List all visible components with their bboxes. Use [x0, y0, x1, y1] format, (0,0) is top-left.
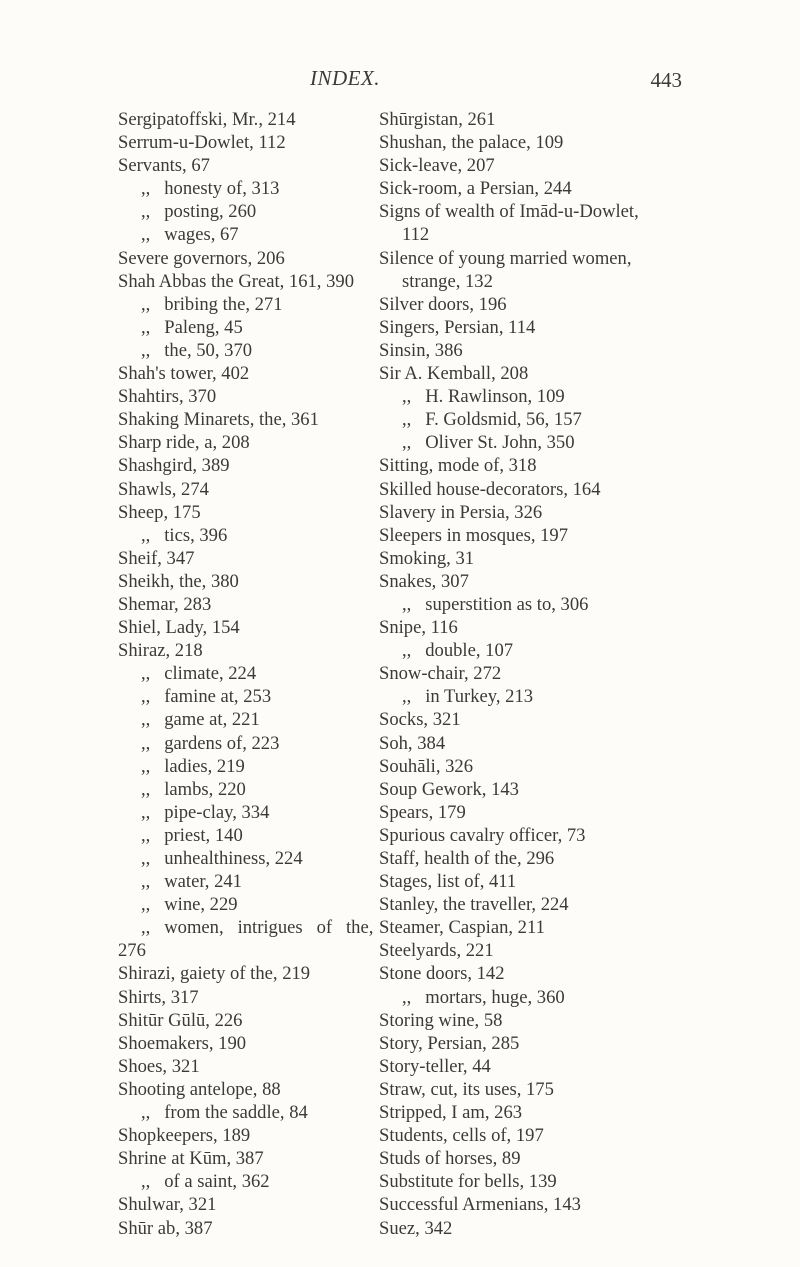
index-entry: Soh, 384 [379, 732, 446, 754]
index-entry: Souhāli, 326 [379, 755, 474, 777]
index-entry: Stanley, the traveller, 224 [379, 894, 569, 916]
index-entry: Shawls, 274 [118, 478, 209, 500]
index-entry: Students, cells of, 197 [379, 1125, 544, 1147]
index-entry: ,, superstition as to, 306 [402, 593, 589, 615]
index-entry: Shiel, Lady, 154 [118, 617, 240, 639]
index-entry: Stripped, I am, 263 [379, 1102, 523, 1124]
index-entry: Sleepers in mosques, 197 [379, 524, 569, 546]
index-entry: ,, honesty of, 313 [141, 178, 280, 200]
index-entry: Story-teller, 44 [379, 1055, 491, 1077]
index-entry: Shūr ab, 387 [118, 1217, 213, 1239]
index-entry: Singers, Persian, 114 [379, 316, 536, 338]
index-entry: Sick-room, a Persian, 244 [379, 178, 572, 200]
index-entry: Severe governors, 206 [118, 247, 285, 269]
index-entry: Shiraz, 218 [118, 640, 203, 662]
index-entry: Soup Gework, 143 [379, 778, 519, 800]
index-entry: ,, unhealthiness, 224 [141, 848, 303, 869]
index-entry: ,, pipe-clay, 334 [141, 801, 270, 823]
index-entry: Spurious cavalry officer, 73 [379, 824, 586, 846]
index-entry: Sheep, 175 [118, 501, 201, 523]
index-entry: ,, game at, 221 [141, 709, 260, 731]
index-entry: ,, lambs, 220 [141, 778, 246, 800]
index-entry: Servants, 67 [118, 155, 210, 177]
page-number: 443 [650, 68, 682, 92]
index-column-left [118, 108, 418, 1240]
index-entry: Stages, list of, 411 [379, 871, 517, 893]
index-entry: Steelyards, 221 [379, 940, 494, 962]
index-entry: Shaking Minarets, the, 361 [118, 409, 319, 431]
index-entry: Shemar, 283 [118, 593, 212, 615]
index-entry: Successful Armenians, 143 [379, 1194, 581, 1216]
index-entry: ,, of a saint, 362 [141, 1171, 270, 1193]
index-entry: ,, bribing the, 271 [141, 293, 283, 315]
index-entry: Story, Persian, 285 [379, 1032, 520, 1054]
index-entry: Sergipatoffski, Mr., 214 [118, 109, 296, 130]
index-entry: ,, posting, 260 [141, 201, 257, 223]
index-entry: ,, mortars, huge, 360 [402, 986, 565, 1008]
index-entry: Shoemakers, 190 [118, 1032, 247, 1054]
index-entry: Smoking, 31 [379, 547, 475, 569]
index-entry: Shrine at Kūm, 387 [118, 1148, 264, 1170]
index-entry: ,, climate, 224 [141, 663, 257, 685]
index-entry: Silver doors, 196 [379, 293, 507, 315]
index-entry: Shah Abbas the Great, 161, 390 [118, 270, 354, 292]
index-entry: strange, 132 [402, 270, 493, 292]
index-column-right [379, 108, 719, 1240]
index-entry: ,, F. Goldsmid, 56, 157 [402, 409, 582, 431]
index-entry: Signs of wealth of Imād-u-Dowlet, [379, 201, 639, 223]
index-entry: Socks, 321 [379, 709, 461, 731]
index-entry: 276 [118, 940, 146, 962]
index-entry: ,, tics, 396 [141, 524, 228, 546]
index-entry: Stone doors, 142 [379, 963, 505, 985]
index-entry: ,, in Turkey, 213 [402, 686, 534, 708]
index-entry: ,, H. Rawlinson, 109 [402, 386, 565, 408]
index-entry: Storing wine, 58 [379, 1009, 503, 1031]
index-entry: Skilled house-decorators, 164 [379, 478, 601, 500]
index-entry: Straw, cut, its uses, 175 [379, 1078, 554, 1100]
index-entry: Shulwar, 321 [118, 1194, 217, 1216]
index-entry: ,, priest, 140 [141, 824, 243, 846]
index-entry: Shashgird, 389 [118, 455, 230, 477]
index-entry: Sinsin, 386 [379, 339, 463, 361]
index-entry: ,, wine, 229 [141, 894, 238, 916]
index-entry: Shooting antelope, 88 [118, 1078, 281, 1100]
index-entry: Snow-chair, 272 [379, 663, 502, 685]
index-entry: Studs of horses, 89 [379, 1148, 521, 1170]
index-entry: Snipe, 116 [379, 617, 458, 639]
index-entry: Sir A. Kemball, 208 [379, 363, 529, 385]
index-entry [118, 916, 400, 939]
index-entry: Shoes, 321 [118, 1055, 200, 1077]
index-entry: Sheikh, the, 380 [118, 570, 239, 592]
index-entry: Slavery in Persia, 326 [379, 501, 543, 523]
index-entry: Shitūr Gūlū, 226 [118, 1009, 243, 1031]
index-entry: 112 [402, 224, 430, 246]
index-entry: Shahtirs, 370 [118, 386, 217, 408]
index-entry: Shah's tower, 402 [118, 363, 250, 385]
index-entry: ,, from the saddle, 84 [141, 1102, 308, 1124]
index-entry: ,, water, 241 [141, 871, 242, 893]
index-entry: Serrum-u-Dowlet, 112 [118, 132, 286, 154]
index-entry: Spears, 179 [379, 801, 466, 823]
index-entry-text: ,, women, intrigues of the, [141, 917, 374, 939]
index-entry: Substitute for bells, 139 [379, 1171, 557, 1193]
index-entry: ,, famine at, 253 [141, 686, 272, 708]
index-entry: ,, gardens of, 223 [141, 732, 280, 754]
index-entry: Steamer, Caspian, 211 [379, 917, 545, 939]
index-entry: Shopkeepers, 189 [118, 1125, 251, 1147]
index-entry: Silence of young married women, [379, 247, 632, 269]
index-entry: Staff, health of the, 296 [379, 848, 555, 869]
index-entry: ,, ladies, 219 [141, 755, 245, 777]
index-entry: ,, double, 107 [402, 640, 514, 662]
running-head-title: INDEX. [309, 66, 381, 90]
index-entry: Shūrgistan, 261 [379, 109, 496, 130]
index-entry: Sharp ride, a, 208 [118, 432, 250, 454]
index-entry: Sheif, 347 [118, 547, 195, 569]
index-entry: Shirazi, gaiety of the, 219 [118, 963, 311, 985]
index-entry: Snakes, 307 [379, 570, 469, 592]
index-entry: ,, wages, 67 [141, 224, 239, 246]
index-entry: Sick-leave, 207 [379, 155, 495, 177]
index-entry: Suez, 342 [379, 1217, 453, 1239]
index-entry: Sitting, mode of, 318 [379, 455, 537, 477]
index-entry: ,, Oliver St. John, 350 [402, 432, 575, 454]
index-entry: ,, Paleng, 45 [141, 316, 243, 338]
index-entry: Shirts, 317 [118, 986, 199, 1008]
index-entry: ,, the, 50, 370 [141, 339, 253, 361]
index-entry: Shushan, the palace, 109 [379, 132, 564, 154]
